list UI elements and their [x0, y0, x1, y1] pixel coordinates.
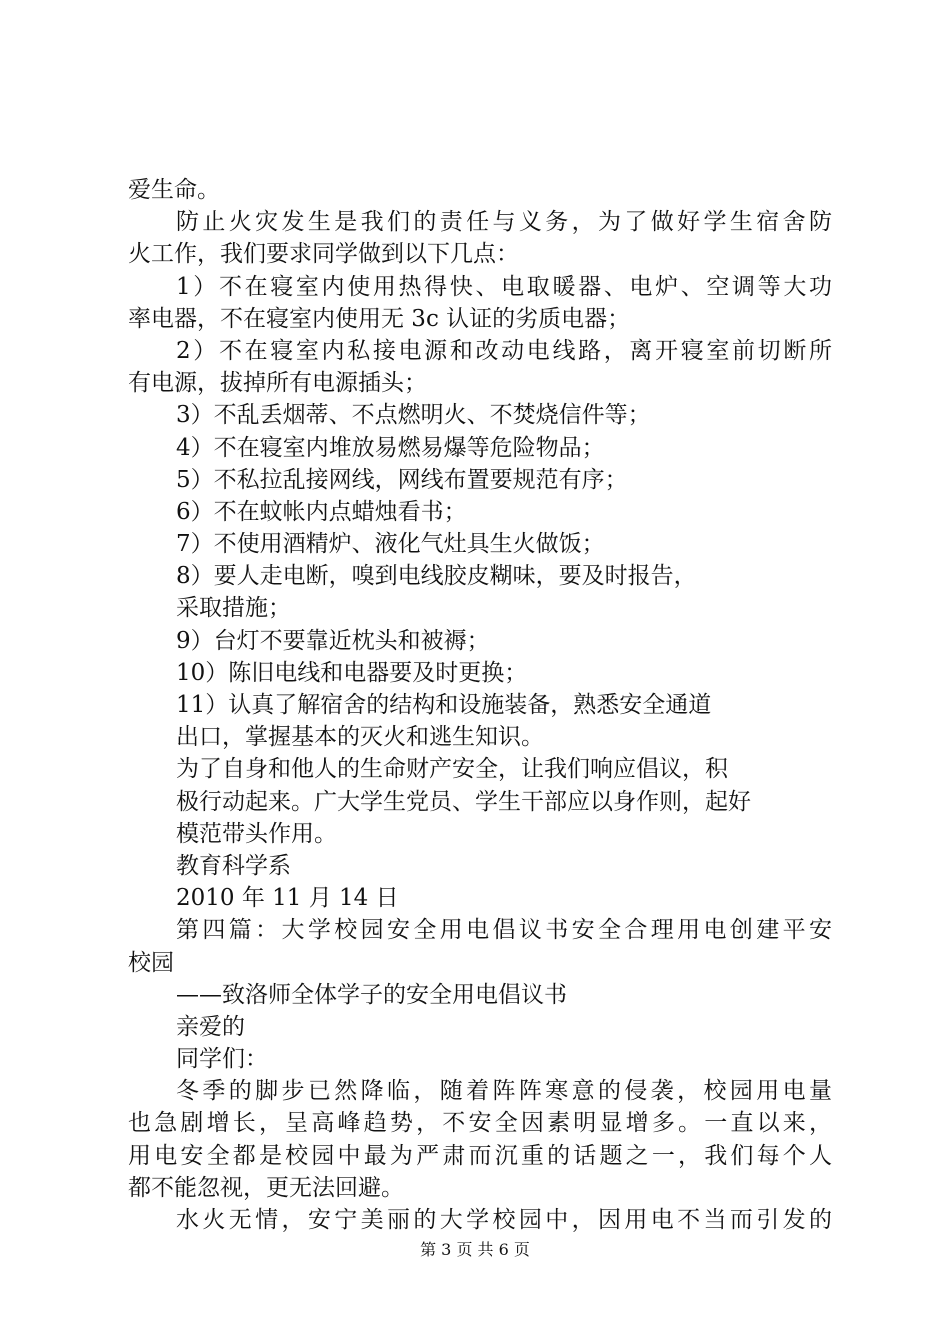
page-footer: 第 3 页 共 6 页: [420, 1240, 530, 1259]
text-line: 用电安全都是校园中最为严肃而沉重的话题之一，我们每个人: [128, 1142, 832, 1169]
text-line: 6）不在蚊帐内点蜡烛看书；: [176, 498, 467, 525]
text-line: 有电源，拔掉所有电源插头；: [128, 370, 427, 397]
text-line: 9）台灯不要靠近枕头和被褥；: [176, 627, 490, 654]
text-line: 冬季的脚步已然降临，随着阵阵寒意的侵袭，校园用电量: [176, 1078, 832, 1105]
text-line: 第四篇：大学校园安全用电倡议书安全合理用电创建平安: [176, 917, 832, 944]
text-line: 2010 年 11 月 14 日: [176, 885, 399, 912]
text-line: 7）不使用酒精炉、液化气灶具生火做饭；: [176, 531, 605, 558]
text-line: 2）不在寝室内私接电源和改动电线路，离开寝室前切断所: [176, 337, 832, 364]
text-line: 5）不私拉乱接网线，网线布置要规范有序；: [176, 466, 628, 493]
text-line: 1）不在寝室内使用热得快、电取暖器、电炉、空调等大功: [176, 273, 832, 300]
text-line: 率电器，不在寝室内使用无 3c 认证的劣质电器；: [128, 305, 631, 332]
text-line: 8）要人走电断，嗅到电线胶皮糊味，要及时报告，: [176, 563, 697, 590]
text-line: 出口，掌握基本的灭火和逃生知识。: [176, 724, 544, 751]
text-line: 采取措施；: [176, 595, 291, 622]
text-line: 10）陈旧电线和电器要及时更换；: [176, 659, 528, 686]
text-line: ——致洛师全体学子的安全用电倡议书: [176, 981, 567, 1008]
text-line: 11）认真了解宿舍的结构和设施装备，熟悉安全通道: [176, 692, 712, 718]
text-line: 防止火灾发生是我们的责任与义务，为了做好学生宿舍防: [176, 209, 832, 236]
text-line: 爱生命。: [128, 177, 220, 203]
text-line: 极行动起来。广大学生党员、学生干部应以身作则，起好: [176, 788, 751, 815]
text-line: 亲爱的: [176, 1013, 245, 1040]
text-line: 4）不在寝室内堆放易燃易爆等危险物品；: [176, 434, 605, 461]
text-line: 都不能忽视，更无法回避。: [128, 1174, 404, 1201]
text-line: 也急剧增长，呈高峰趋势，不安全因素明显增多。一直以来，: [128, 1110, 832, 1137]
text-line: 3）不乱丢烟蒂、不点燃明火、不焚烧信件等；: [176, 402, 651, 429]
document-body: [128, 174, 832, 1236]
text-line: 校园: [128, 949, 174, 976]
text-line: 模范带头作用。: [176, 820, 337, 847]
text-line: 教育科学系: [176, 852, 291, 879]
text-line: 火工作，我们要求同学做到以下几点：: [128, 241, 519, 268]
text-line: 水火无情，安宁美丽的大学校园中，因用电不当而引发的: [176, 1207, 832, 1233]
text-line: 为了自身和他人的生命财产安全，让我们响应倡议，积: [176, 756, 728, 783]
text-line: 同学们：: [176, 1046, 268, 1073]
